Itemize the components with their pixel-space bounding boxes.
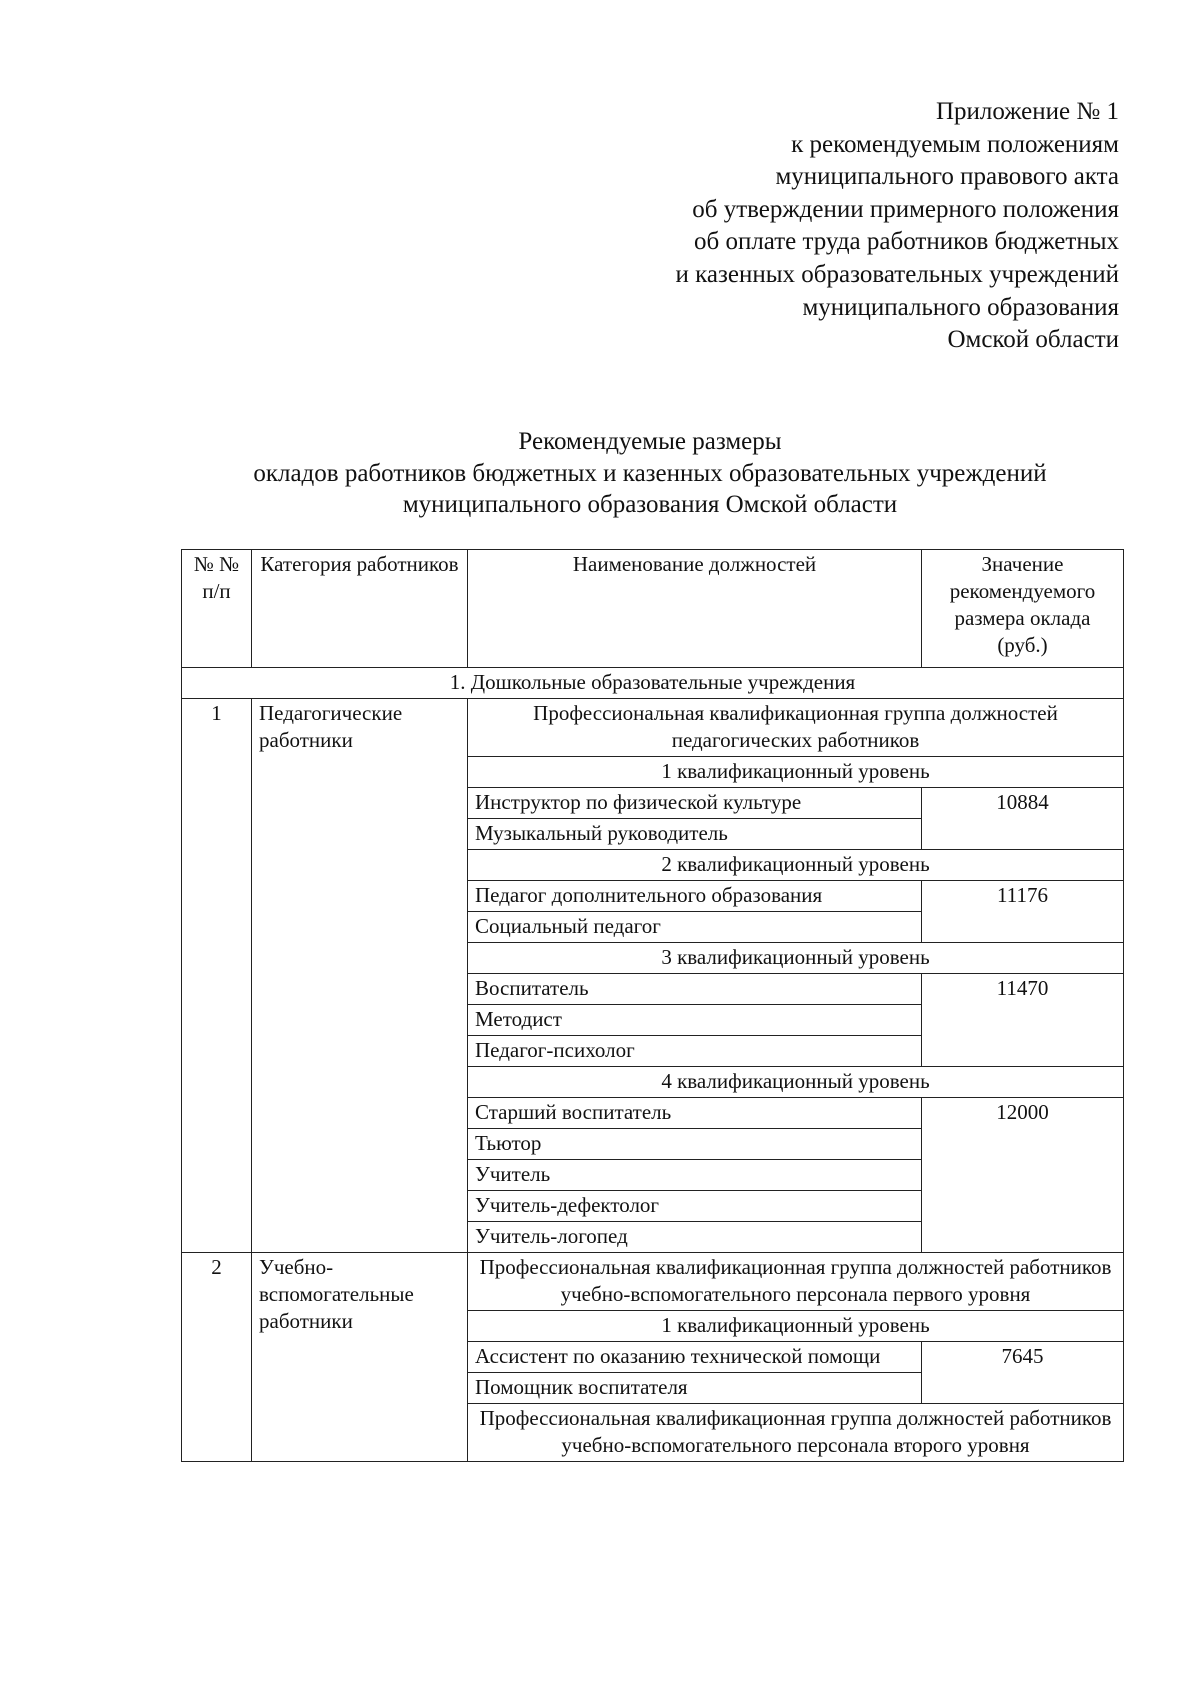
salary-value: 7645 xyxy=(922,1342,1124,1404)
section-row xyxy=(182,668,1124,699)
qualification-level: 1 квалификационный уровень xyxy=(468,757,1124,788)
appendix-line: и казенных образовательных учреждений xyxy=(675,260,1119,288)
row-number: 2 xyxy=(182,1253,252,1462)
appendix-line: Приложение № 1 xyxy=(935,98,1119,125)
table-row xyxy=(182,699,1124,757)
appendix-header xyxy=(559,96,1119,357)
position-name: Тьютор xyxy=(468,1129,922,1160)
salary-value: 12000 xyxy=(922,1098,1124,1253)
position-name: Методист xyxy=(468,1005,922,1036)
salary-value: 11176 xyxy=(922,881,1124,943)
row-category: Учебно-вспомогательные работники xyxy=(252,1253,468,1462)
table-header-row xyxy=(182,550,1124,668)
position-name: Педагог-психолог xyxy=(468,1036,922,1067)
title-line: окладов работников бюджетных и казенных образовательных учреждений xyxy=(253,459,1047,487)
header-num: № № п/п xyxy=(182,550,252,668)
qualification-group: Профессиональная квалификационная группа должностей работников учебно-вспомогательного персонала первого уровня xyxy=(468,1253,1124,1311)
appendix-line: муниципального правового акта xyxy=(775,163,1119,191)
qualification-group: Профессиональная квалификационная группа должностей работников учебно-вспомогательного персонала второго уровня xyxy=(468,1404,1124,1462)
position-name: Инструктор по физической культуре xyxy=(468,788,922,819)
position-name: Учитель-логопед xyxy=(468,1222,922,1253)
section-title: 1. Дошкольные образовательные учреждения xyxy=(182,668,1124,699)
salary-table xyxy=(181,549,1124,1462)
position-name: Учитель-дефектолог xyxy=(468,1191,922,1222)
position-name: Старший воспитатель xyxy=(468,1098,922,1129)
title-line: Рекомендуемые размеры xyxy=(518,428,782,455)
qualification-level: 4 квалификационный уровень xyxy=(468,1067,1124,1098)
salary-value: 10884 xyxy=(922,788,1124,850)
qualification-group: Профессиональная квалификационная группа должностей педагогических работников xyxy=(468,699,1124,757)
appendix-line: об оплате труда работников бюджетных xyxy=(693,228,1119,256)
appendix-line: муниципального образования xyxy=(802,293,1119,321)
position-name: Воспитатель xyxy=(468,974,922,1005)
qualification-level: 3 квалификационный уровень xyxy=(468,943,1124,974)
header-value: Значение рекомендуемого размера оклада (руб.) xyxy=(922,550,1124,668)
position-name: Ассистент по оказанию технической помощи xyxy=(468,1342,922,1373)
row-category: Педагогические работники xyxy=(252,699,468,1253)
appendix-line: к рекомендуемым положениям xyxy=(791,130,1119,158)
position-name: Музыкальный руководитель xyxy=(468,819,922,850)
appendix-line: об утверждении примерного положения xyxy=(692,195,1119,223)
position-name: Социальный педагог xyxy=(468,912,922,943)
position-name: Помощник воспитателя xyxy=(468,1373,922,1404)
appendix-line: Омской области xyxy=(947,326,1119,354)
salary-value: 11470 xyxy=(922,974,1124,1067)
document-title xyxy=(160,426,1140,521)
position-name: Педагог дополнительного образования xyxy=(468,881,922,912)
table-row xyxy=(182,1253,1124,1311)
qualification-level: 2 квалификационный уровень xyxy=(468,850,1124,881)
qualification-level: 1 квалификационный уровень xyxy=(468,1311,1124,1342)
row-number: 1 xyxy=(182,699,252,1253)
title-line: муниципального образования Омской области xyxy=(402,491,898,518)
header-category: Категория работников xyxy=(252,550,468,668)
position-name: Учитель xyxy=(468,1160,922,1191)
header-positions: Наименование должностей xyxy=(468,550,922,668)
